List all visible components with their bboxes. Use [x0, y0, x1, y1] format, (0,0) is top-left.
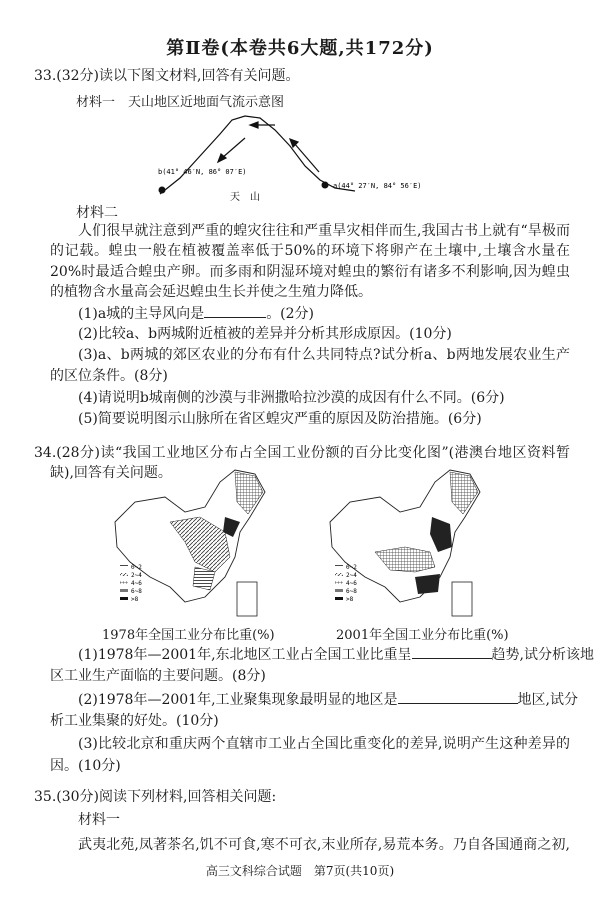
q34-sub2-cont: 析工业集聚的好处。(10分) [50, 713, 219, 729]
svg-text:6~8: 6~8 [346, 588, 357, 595]
answer-blank[interactable] [398, 690, 518, 704]
map-2001-caption: 2001年全国工业分布比重(%) [336, 628, 509, 643]
svg-text:4~6: 4~6 [131, 580, 142, 587]
section-title: 第Ⅱ卷(本卷共6大题,共172分) [166, 38, 434, 59]
svg-text:>8: >8 [346, 596, 354, 603]
q34-sub2-text: (2)1978年—2001年,工业聚集现象最明显的地区是 [78, 692, 398, 708]
point-b [159, 187, 166, 194]
q33-material2-label: 材料二 [76, 205, 118, 221]
q35-material1-line: 武夷北苑,凤著茶名,饥不可食,寒不可衣,末业所存,易荒本务。乃自各国通商之初, [78, 837, 570, 853]
map-1978 [105, 462, 280, 622]
material2-line: 20%时最适合蝗虫产卵。而多雨和阴湿环境对蝗虫的繁衍有诸多不利影响,因为蝗虫 [50, 264, 570, 280]
q34-sub1 [78, 645, 594, 664]
arrow-down-left [218, 138, 245, 162]
q33-material1-label: 材料一 天山地区近地面气流示意图 [76, 95, 285, 110]
q35-material1-label: 材料一 [78, 812, 120, 828]
q33-sub3: (3)a、b两城的郊区农业的分布有什么共同特点?试分析a、b两地发展农业生产 [78, 347, 570, 363]
svg-text:2~4: 2~4 [131, 572, 142, 579]
mountain-label: 天 山 [230, 192, 260, 203]
map-1978-caption: 1978年全国工业分布比重(%) [102, 628, 275, 643]
point-b-label: b(41° 46′N, 86° 07′E) [158, 168, 247, 176]
answer-blank[interactable] [412, 645, 492, 659]
q33-sub1-score: 。(2分) [266, 306, 315, 322]
material2-line: 人们很早就注意到严重的蝗灾往往和严重旱灾相伴而生,我国古书上就有“旱极而 [78, 223, 570, 239]
svg-text:0~2: 0~2 [346, 564, 357, 571]
tianshan-airflow-diagram [150, 110, 470, 210]
point-a-label: a(44° 27′N, 84° 56′E) [333, 182, 422, 190]
q34-stem-cont: 缺),回答有关问题。 [50, 465, 172, 481]
q34-sub1-text-end: 趋势,试分析该地 [491, 647, 594, 663]
q34-sub3-cont: 因。(10分) [50, 758, 121, 774]
q33-sub4: (4)请说明b城南侧的沙漠与非洲撒哈拉沙漠的成因有什么不同。(6分) [78, 390, 505, 406]
map-2001 [320, 462, 495, 622]
material2-line: 的植物含水量高会延迟蝗虫生长并使之生殖力降低。 [50, 284, 372, 300]
q33-stem: 33.(32分)读以下图文材料,回答有关问题。 [34, 68, 300, 84]
page-footer: 高三文科综合试题 第7页(共10页) [205, 864, 395, 878]
q33-sub1-text: (1)a城的主导风向是 [78, 306, 205, 322]
svg-text:0~2: 0~2 [131, 564, 142, 571]
q34-stem: 34.(28分)读“我国工业地区分布占全国工业份额的百分比变化图”(港澳台地区资料暂 [34, 445, 570, 461]
q34-sub2-text-end: 地区,试分 [517, 692, 578, 708]
q34-sub2 [78, 690, 578, 709]
q33-sub1 [78, 304, 570, 323]
svg-text:>8: >8 [131, 596, 139, 603]
q34-sub1-cont: 区工业生产面临的主要问题。(8分) [50, 668, 266, 684]
q35-stem: 35.(30分)阅读下列材料,回答相关问题: [34, 789, 277, 805]
q33-sub5: (5)简要说明图示山脉所在省区蝗灾严重的原因及防治措施。(6分) [78, 411, 482, 427]
q34-sub1-text: (1)1978年—2001年,东北地区工业占全国工业比重呈 [78, 647, 412, 663]
legend-2001 [335, 564, 357, 603]
svg-text:4~6: 4~6 [346, 580, 357, 587]
q33-sub2: (2)比较a、b两城附近植被的差异并分析其形成原因。(10分) [78, 326, 452, 342]
arrow-up-left [290, 139, 319, 172]
q33-sub3-cont: 的区位条件。(8分) [50, 368, 168, 384]
q34-sub3: (3)比较北京和重庆两个直辖市工业占全国比重变化的差异,说明产生这种差异的 [78, 736, 570, 752]
point-a [322, 182, 329, 189]
material2-line: 的记载。蝗虫一般在植被覆盖率低于50%的环境下将卵产在土壤中,土壤含水量在 [50, 243, 570, 259]
svg-text:6~8: 6~8 [131, 588, 142, 595]
answer-blank[interactable] [204, 304, 266, 318]
legend-1978 [120, 564, 142, 603]
svg-text:2~4: 2~4 [346, 572, 357, 579]
